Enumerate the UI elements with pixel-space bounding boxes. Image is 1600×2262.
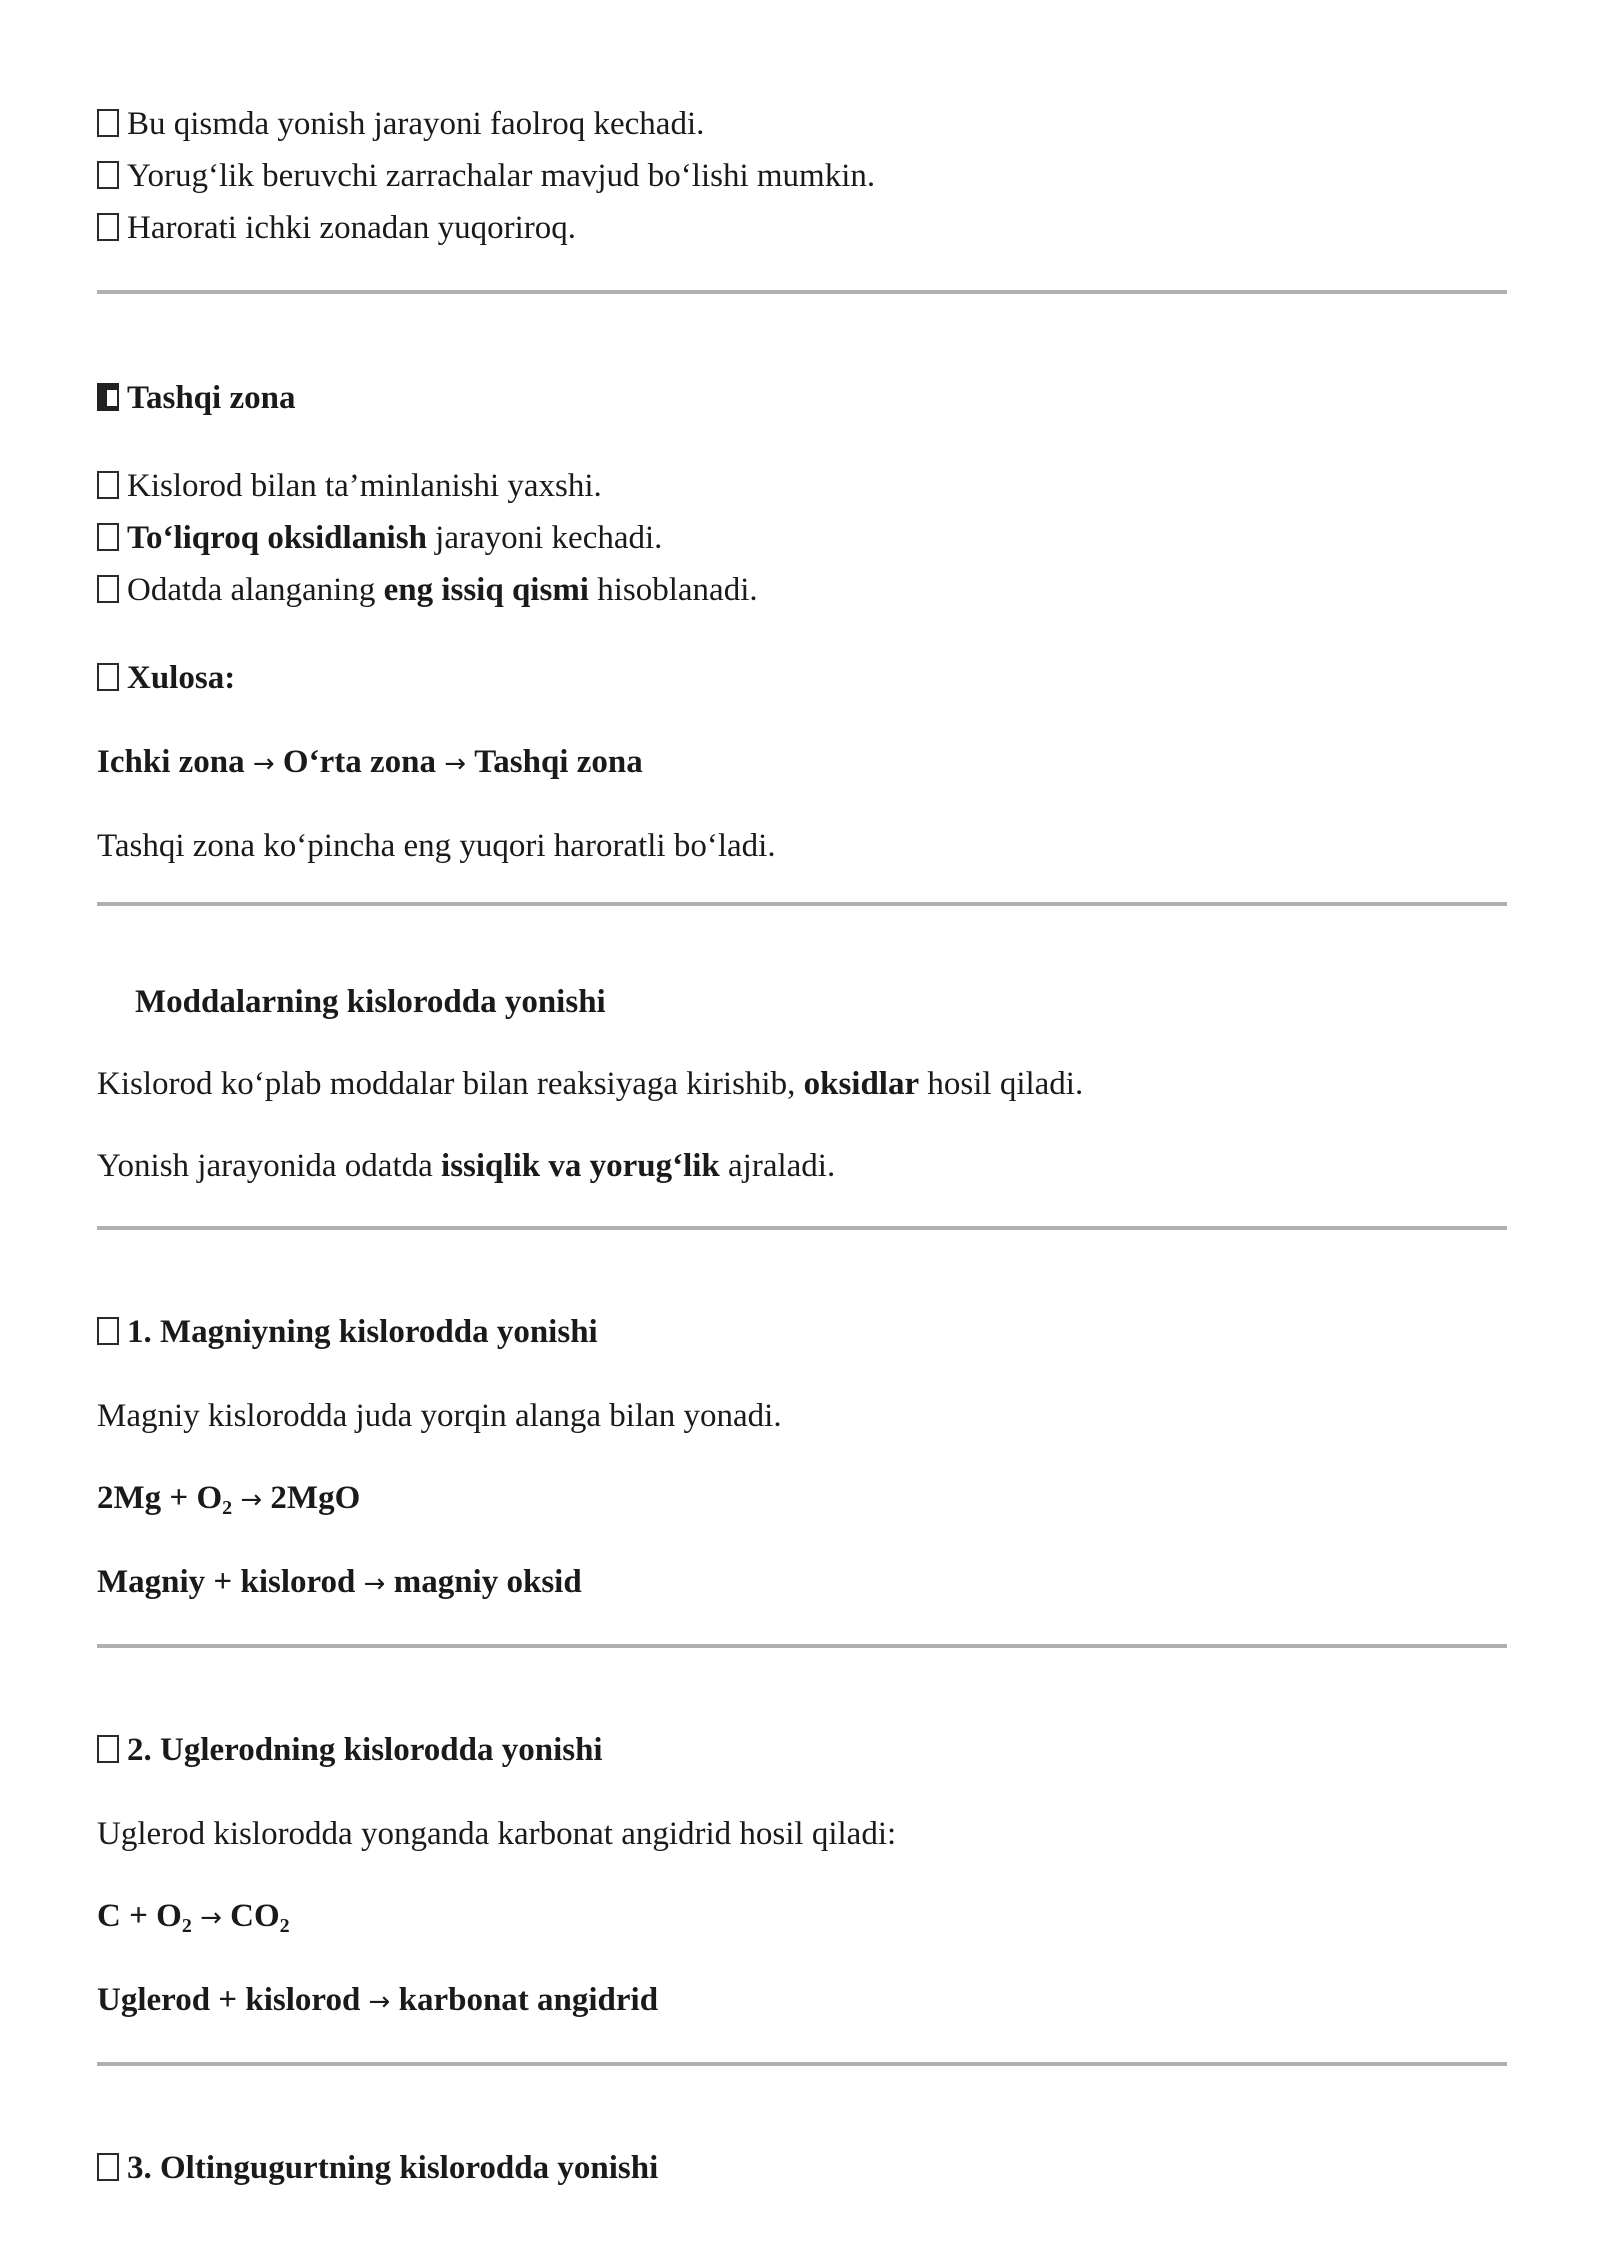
bullet-item: Yorug‘lik beruvchi zarrachalar mavjud bo‘lishi mumkin. [97,150,1507,202]
word-equation: Magniy + kislorod → magniy oksid [97,1564,582,1600]
bullet-item: Kislorod bilan ta’minlanishi yaxshi. [97,460,1507,512]
section-divider [97,290,1507,294]
missing-glyph-icon [97,523,119,551]
missing-glyph-icon [97,575,119,603]
arrow-icon: → [363,1569,386,1599]
arrow-icon: → [200,1903,222,1933]
missing-glyph-icon [97,663,119,691]
section-divider [97,2062,1507,2066]
conclusion-text: Tashqi zona ko‘pincha eng yuqori haroratli bo‘ladi. [97,828,776,864]
arrow-icon: → [240,1485,263,1515]
arrow-icon: → [252,749,275,779]
bullet-item: To‘liqroq oksidlanish jarayoni kechadi. [97,512,1507,564]
word-equation: Uglerod + kislorod → karbonat angidrid [97,1982,659,2018]
missing-glyph-icon [97,471,119,499]
missing-glyph-icon [97,109,119,137]
arrow-icon: → [368,1987,391,2017]
paragraph: Uglerod kislorodda yonganda karbonat angidrid hosil qiladi: [97,1816,897,1852]
bullet-item: Bu qismda yonish jarayoni faolroq kechadi. [97,98,1507,150]
document-page [97,98,1507,2194]
section-divider [97,1226,1507,1230]
paragraph: Yonish jarayonida odatda issiqlik va yorug‘lik ajraladi. [97,1148,836,1184]
paragraph: Kislorod ko‘plab moddalar bilan reaksiyaga kirishib, oksidlar hosil qiladi. [97,1066,1084,1102]
section-heading: 3. Oltingugurtning kislorodda yonishi [97,2142,1507,2194]
section-heading: 1. Magniyning kislorodda yonishi [97,1306,1507,1358]
section-heading: Tashqi zona [97,372,1507,424]
missing-glyph-icon [97,2153,119,2181]
bullet-item: Harorati ichki zonadan yuqoriroq. [97,202,1507,254]
paragraph: Magniy kislorodda juda yorqin alanga bilan yonadi. [97,1398,782,1434]
zone-sequence: Ichki zona → O‘rta zona → Tashqi zona [97,744,643,780]
chemical-equation: $C + O_2 \to CO_2$ [97,1898,290,1937]
missing-glyph-icon [97,1735,119,1763]
arrow-icon: → [444,749,467,779]
section-divider [97,1644,1507,1648]
missing-glyph-icon [97,383,119,411]
section-heading: 2. Uglerodning kislorodda yonishi [97,1724,1507,1776]
bullet-item: Odatda alanganing eng issiq qismi hisoblanadi. [97,564,1507,616]
missing-glyph-icon [97,1317,119,1345]
chemical-equation: $2Mg + O_2 \to 2MgO$ [97,1480,361,1519]
section-heading: Moddalarning kislorodda yonishi [135,984,606,1020]
missing-glyph-icon [97,213,119,241]
missing-glyph-icon [97,161,119,189]
section-divider [97,902,1507,906]
conclusion-label: Xulosa: [97,652,1507,704]
